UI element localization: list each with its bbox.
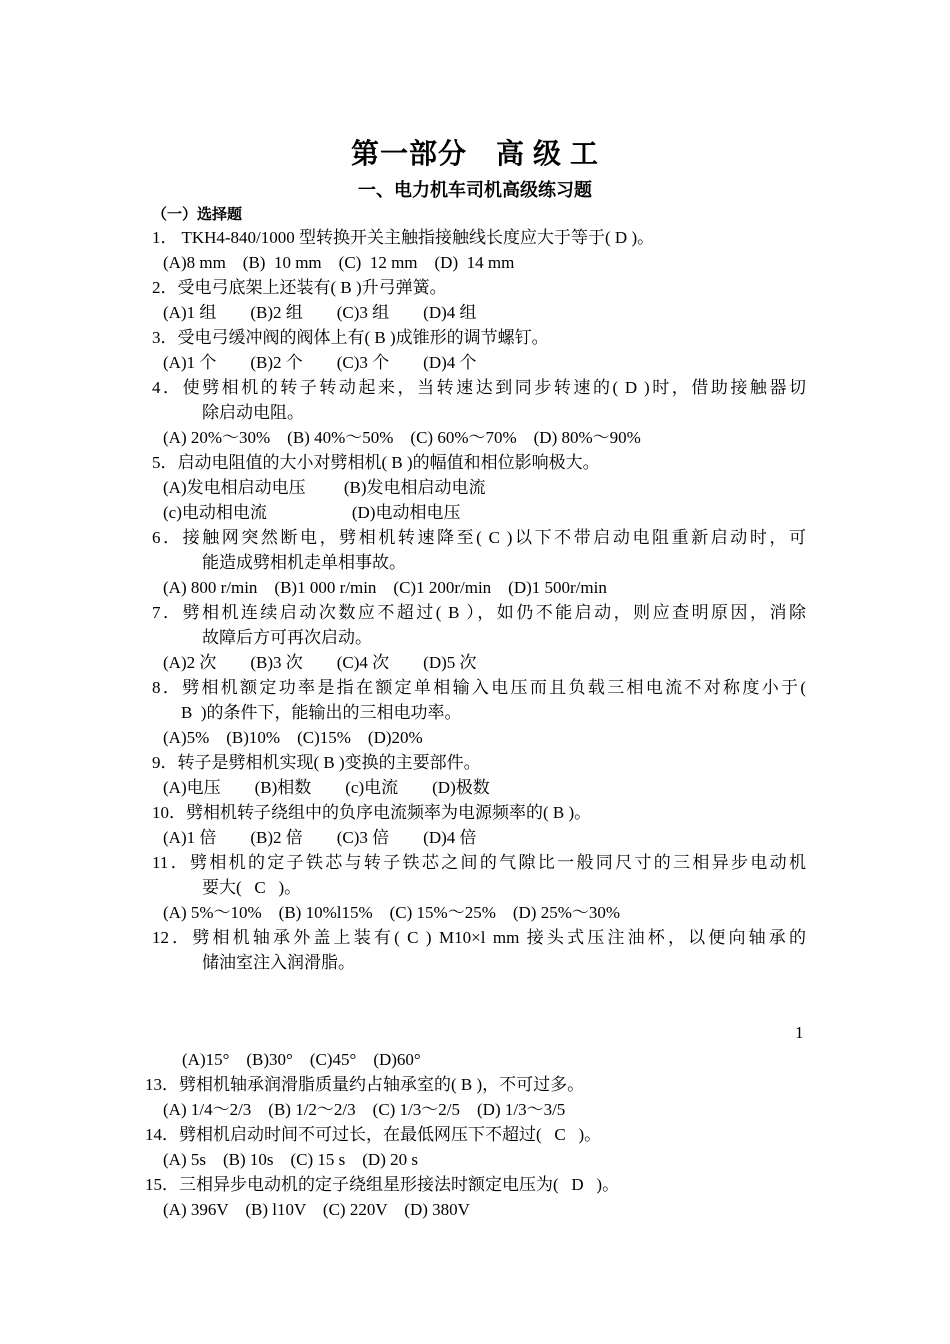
text-line: 能造成劈相机走单相事故。 <box>202 553 406 572</box>
text-line: 储油室注入润滑脂。 <box>202 953 355 972</box>
page-title: 第一部分 高 级 工 <box>350 139 599 170</box>
question-line: 5．启动电阻值的大小对劈相机( B )的幅值和相位影响极大。 <box>152 453 600 472</box>
text-line: (A)15° (B)30° (C)45° (D)60° <box>182 1050 421 1069</box>
text-line: (c)电动相电流 (D)电动相电压 <box>163 503 461 522</box>
text-line: (A)8 mm (B) 10 mm (C) 12 mm (D) 14 mm <box>163 253 515 272</box>
text-line: (A) 5%～10% (B) 10%l15% (C) 15%～25% (D) 25%～30% <box>163 903 621 922</box>
question-line: 2．受电弓底架上还装有( B )升弓弹簧。 <box>152 278 447 297</box>
text-line: (A) 800 r/min (B)1 000 r/min (C)1 200r/min (D)1 500r/min <box>163 578 607 597</box>
text-line: (A) 20%～30% (B) 40%～50% (C) 60%～70% (D) 80%～90% <box>163 428 641 447</box>
page-subtitle: 一、电力机车司机高级练习题 <box>358 180 592 200</box>
text-line: 14．劈相机启动时间不可过长，在最低网压下不超过( C )。 <box>145 1125 602 1144</box>
question-line: 1． TKH4-840/1000 型转换开关主触指接触线长度应大于等于( D )。 <box>152 228 655 247</box>
text-line: B )的条件下，能输出的三相电功率。 <box>181 703 462 722</box>
question-line: 8．劈相机额定功率是指在额定单相输入电压而且负载三相电流不对称度小于( <box>152 678 806 697</box>
text-line: 15．三相异步电动机的定子绕组星形接法时额定电压为( D )。 <box>145 1175 620 1194</box>
text-line: (A) 1/4～2/3 (B) 1/2～2/3 (C) 1/3～2/5 (D) 1/3～3/5 <box>163 1100 566 1119</box>
text-line: (A) 5s (B) 10s (C) 15 s (D) 20 s <box>163 1150 418 1169</box>
text-line: (A)1 个 (B)2 个 (C)3 个 (D)4 个 <box>163 353 477 372</box>
question-line: 11．劈相机的定子铁芯与转子铁芯之间的气隙比一般同尺寸的三相异步电动机 <box>152 853 806 872</box>
text-line: (A) 396V (B) l10V (C) 220V (D) 380V <box>163 1200 470 1219</box>
text-line: (A)1 倍 (B)2 倍 (C)3 倍 (D)4 倍 <box>163 828 477 847</box>
section-heading: （一）选择题 <box>152 207 243 223</box>
text-line: 除启动电阻。 <box>202 403 304 422</box>
text-line: 故障后方可再次启动。 <box>202 628 372 647</box>
question-line: 10．劈相机转子绕组中的负序电流频率为电源频率的( B )。 <box>152 803 592 822</box>
page-number: 1 <box>795 1023 804 1042</box>
text-line: (A)电压 (B)相数 (c)电流 (D)极数 <box>163 778 490 797</box>
question-line: 12．劈相机轴承外盖上装有( C ) M10×l mm 接头式压注油杯，以便向轴承的 <box>152 928 806 947</box>
text-line: 13．劈相机轴承润滑脂质量约占轴承室的( B )，不可过多。 <box>145 1075 585 1094</box>
question-line: 7．劈相机连续启动次数应不超过( B ），如仍不能启动，则应查明原因，消除 <box>152 603 806 622</box>
text-line: (A)2 次 (B)3 次 (C)4 次 (D)5 次 <box>163 653 477 672</box>
question-line: 6．接触网突然断电，劈相机转速降至( C )以下不带启动电阻重新启动时，可 <box>152 528 806 547</box>
question-line: 9．转子是劈相机实现( B )变换的主要部件。 <box>152 753 481 772</box>
text-line: (A)5% (B)10% (C)15% (D)20% <box>163 728 423 747</box>
question-line: 4．使劈相机的转子转动起来，当转速达到同步转速的( D )时，借助接触器切 <box>152 378 806 397</box>
text-line: (A)1 组 (B)2 组 (C)3 组 (D)4 组 <box>163 303 477 322</box>
text-line: (A)发电相启动电压 (B)发电相启动电流 <box>163 478 486 497</box>
text-line: 要大( C )。 <box>202 878 302 897</box>
question-line: 3．受电弓缓冲阀的阀体上有( B )成锥形的调节螺钉。 <box>152 328 549 347</box>
